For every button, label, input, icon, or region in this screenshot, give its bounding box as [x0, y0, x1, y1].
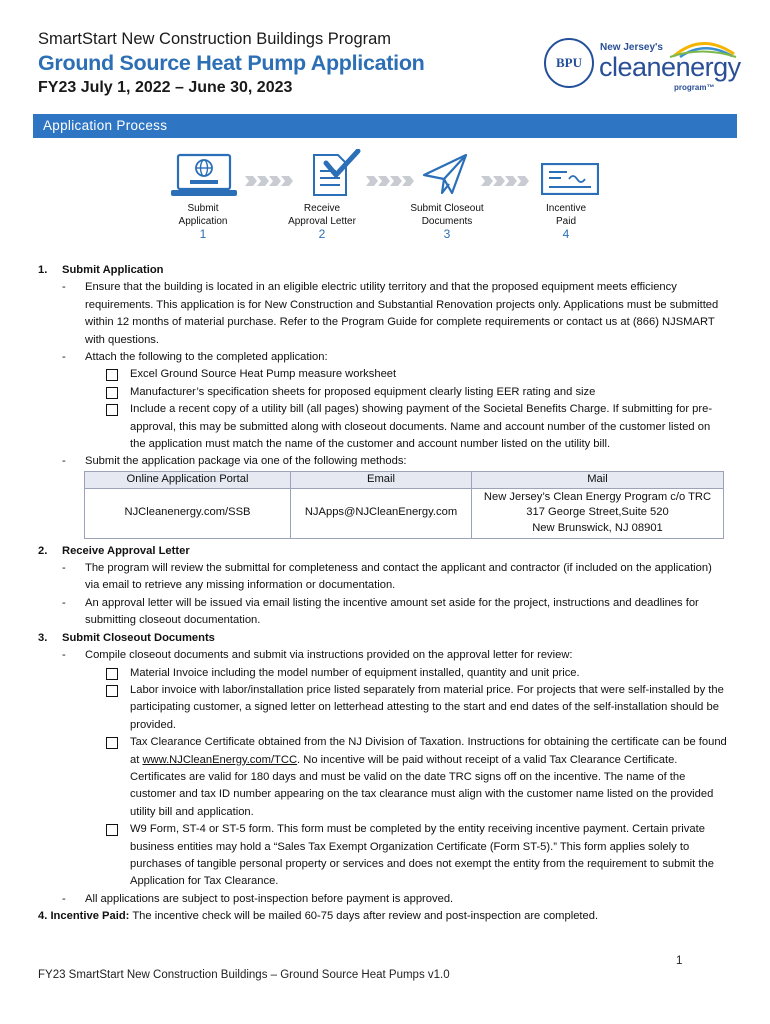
submission-methods-table — [84, 471, 724, 539]
section-banner — [33, 114, 737, 138]
checklist-item: Material Invoice including the model number of equipment installed, quantity and unit price. — [38, 665, 728, 682]
step-4-label: Incentive Paid — [545, 203, 587, 227]
step-1-number: 1 — [199, 227, 207, 241]
checkbox-icon[interactable] — [106, 685, 118, 697]
paper-plane-icon — [422, 153, 470, 197]
chevron-arrows-icon — [245, 173, 297, 189]
step-2-number: 2 — [318, 227, 326, 241]
checkbox-icon[interactable] — [106, 387, 118, 399]
section-3-item: - Compile closeout documents and submit via instructions provided on the approval letter for review: — [38, 647, 728, 664]
checklist-item: Tax Clearance Certificate obtained from the NJ Division of Taxation. Instructions for obtaining the certificate can be found at www.NJCleanEnergy.com/TCC. No incentive will be paid without receipt of a valid Tax Clearance Certificate. Certificates are valid for 180 days and must be valid on the date TRC signs off on the incentive. The name of the customer and tax ID number appearing on the tax clearance must align with the customer name listed on the provided utility bill and application. — [38, 734, 728, 821]
step-2-label: Receive Approval Letter — [288, 203, 356, 227]
step-3-number: 3 — [443, 227, 451, 241]
portal-link[interactable]: NJCleanenergy.com/SSB — [85, 488, 291, 538]
section-2-item: - An approval letter will be issued via email listing the incentive amount set aside for the project, instructions and deadlines for submitting closeout documentation. — [38, 595, 728, 630]
email-link[interactable]: NJApps@NJCleanEnergy.com — [291, 488, 472, 538]
laptop-globe-icon — [170, 153, 238, 199]
process-steps — [0, 145, 770, 245]
section-2-item: - The program will review the submittal for completeness and contact the applicant and contractor (if included on the application) via email to retrieve any missing information or documentation. — [38, 560, 728, 595]
table-header: Online Application Portal — [85, 471, 291, 488]
banner-title: Application Process — [43, 118, 168, 133]
mail-address: New Jersey’s Clean Energy Program c/o TRC 317 George Street,Suite 520 New Brunswick, NJ 08901 — [472, 488, 724, 538]
section-1-item: - Attach the following to the completed application: — [38, 349, 728, 366]
section-4-text: 4. Incentive Paid: The incentive check will be mailed 60-75 days after review and post-inspection are completed. — [38, 910, 599, 923]
checkbox-icon[interactable] — [106, 668, 118, 680]
section-1-item: - Ensure that the building is located in an eligible electric utility territory and that the proposed equipment meets efficiency requirements. This application is for New Construction and Substantial Renovation projects only. Applications must be submitted within 12 months of material purchase. Refer to the Program Guide for complete requirements or contact us at (866) NJSMART with questions. — [38, 279, 728, 349]
section-3-heading: 3. Submit Closeout Documents — [38, 631, 215, 644]
clean-energy-logo: BPU New Jersey's cleanenergy program™ — [544, 34, 740, 100]
table-header: Email — [291, 471, 472, 488]
section-1-item: - Submit the application package via one of the following methods: — [38, 453, 728, 470]
chevron-arrows-icon — [481, 173, 533, 189]
document-check-icon — [310, 149, 362, 201]
checklist-item: Include a recent copy of a utility bill (all pages) showing payment of the Societal Benefits Charge. If submitting for pre-approval, this may be submitted along with closeout documents. Name and account number of the customer listed on the application must match the name of the customer and account number listed on the utility bill. — [38, 401, 728, 453]
chevron-arrows-icon — [366, 173, 418, 189]
check-payment-icon — [541, 163, 599, 195]
checklist-item: Labor invoice with labor/installation price listed separately from material price. For projects that were self-installed by the participating customer, a signed letter on letterhead attesting to the start and end dates of the self-installation should be provided. — [38, 682, 728, 734]
section-2-heading: 2. Receive Approval Letter — [38, 544, 190, 557]
process-instructions — [38, 262, 728, 926]
step-4-number: 4 — [562, 227, 570, 241]
checkbox-icon[interactable] — [106, 737, 118, 749]
fiscal-year-dates: FY23 July 1, 2022 – June 30, 2023 — [38, 79, 293, 96]
step-1-label: Submit Application — [178, 203, 228, 227]
bpu-seal-icon: BPU — [544, 38, 594, 88]
section-1-heading: 1. Submit Application — [38, 264, 164, 276]
checklist-item: Manufacturer’s specification sheets for proposed equipment clearly listing EER rating and size — [38, 384, 728, 401]
checkbox-icon[interactable] — [106, 824, 118, 836]
checkbox-icon[interactable] — [106, 404, 118, 416]
program-name: SmartStart New Construction Buildings Program — [38, 30, 392, 48]
tcc-link[interactable]: www.NJCleanEnergy.com/TCC — [142, 753, 298, 766]
page-number: 1 — [676, 955, 683, 967]
footer-text: FY23 SmartStart New Construction Buildings – Ground Source Heat Pumps v1.0 — [38, 969, 450, 981]
page-title: Ground Source Heat Pump Application — [38, 51, 425, 75]
checklist-item: Excel Ground Source Heat Pump measure worksheet — [38, 366, 728, 383]
table-header: Mail — [472, 471, 724, 488]
checkbox-icon[interactable] — [106, 369, 118, 381]
section-3-item: - All applications are subject to post-inspection before payment is approved. — [38, 891, 728, 908]
checklist-item: W9 Form, ST-4 or ST-5 form. This form must be completed by the entity receiving incentive payment. Certain private business entities may hold a “Sales Tax Exempt Organization Certificate (Form ST-5).” This form applies solely to purchases of tangible personal property or services and does not exempt the entity from the requirement to submit the Application for Tax Clearance. — [38, 821, 728, 891]
step-3-label: Submit Closeout Documents — [410, 203, 484, 227]
